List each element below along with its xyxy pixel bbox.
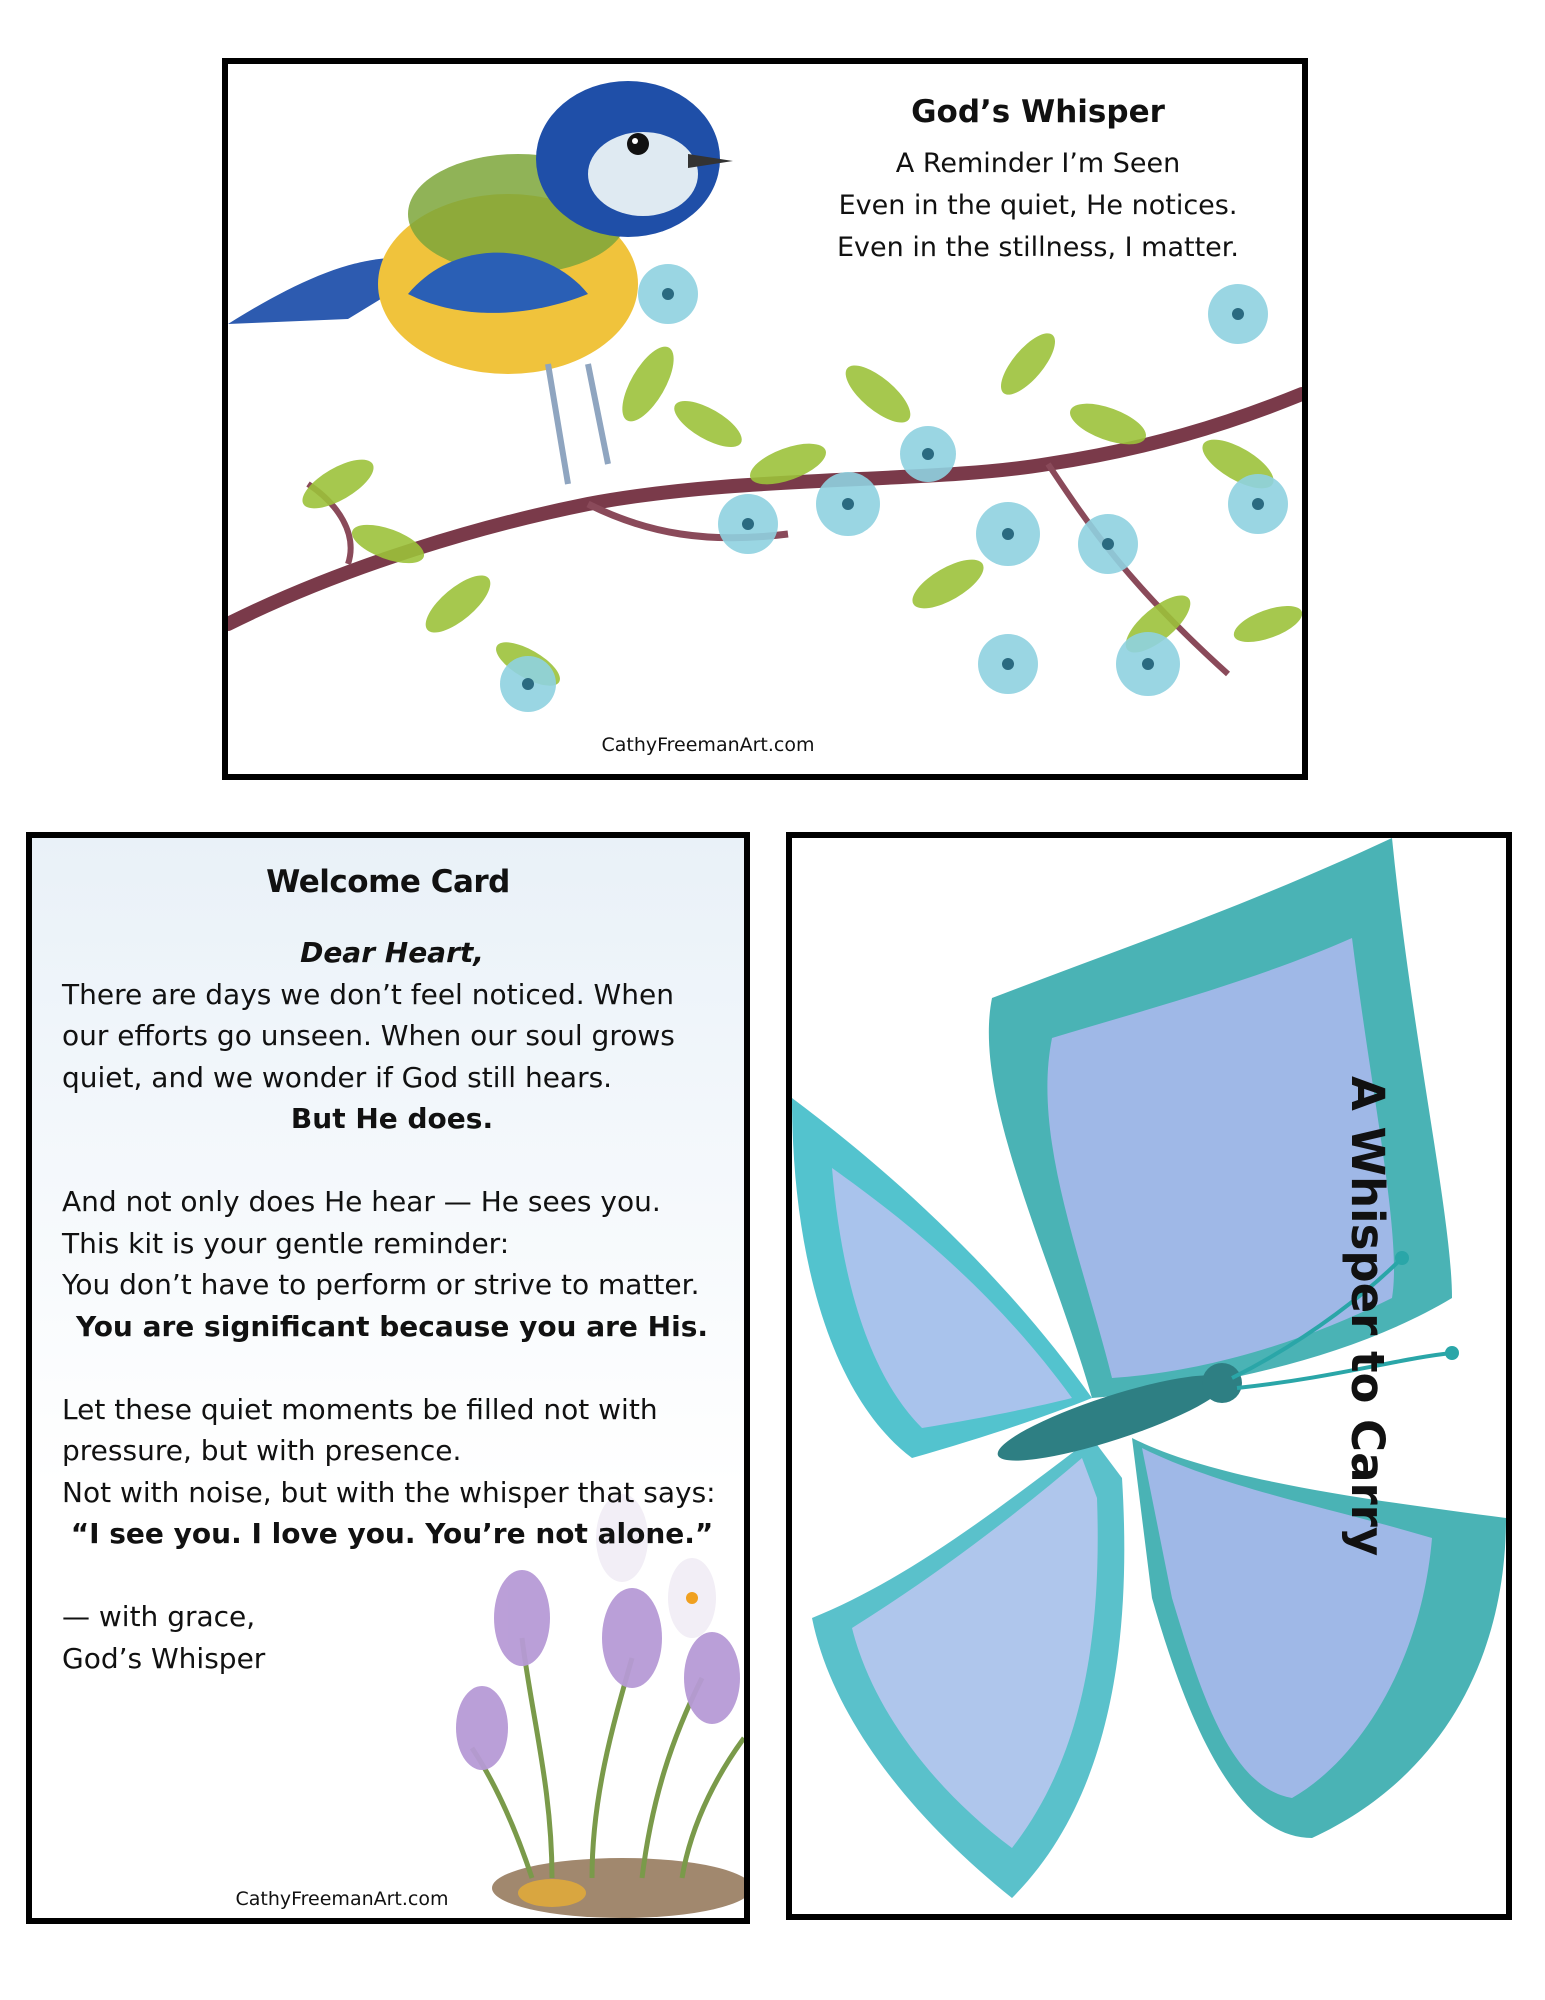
butterfly-card [786,832,1512,1920]
paragraph-line: You don’t have to perform or strive to matter. [62,1268,700,1301]
bird-card [222,58,1308,780]
card-title: Welcome Card [266,864,510,900]
emphasis-line: You are significant because you are His. [75,1309,709,1343]
signature-line: — with grace, [62,1600,256,1633]
website-credit: CathyFreemanArt.com [601,734,815,756]
website-credit: CathyFreemanArt.com [235,1888,449,1910]
paragraph-line: Not with noise, but with the whisper that says: [62,1475,716,1509]
paragraph-line: Let these quiet moments be filled not with pressure, but with presence. [62,1392,658,1467]
emphasis-line: But He does. [290,1102,494,1135]
quote-line: “I see you. I love you. You’re not alone.” [70,1517,714,1550]
card-title: God’s Whisper [911,94,1165,130]
paragraph-line: And not only does He hear — He sees you. [62,1185,661,1218]
vertical-title: A Whisper to Carry [1341,1076,1394,1557]
welcome-card [26,832,750,1924]
butterfly-illustration [792,838,1506,1914]
subtitle-line: A Reminder I’m Seen [895,148,1181,179]
verse-line: Even in the stillness, I matter. [837,232,1239,263]
verse-line: Even in the quiet, He notices. [838,190,1238,221]
paragraph: There are days we don’t feel noticed. When our efforts go unseen. When our soul grows quiet, and we wonder if God still hears. [62,977,675,1094]
greeting: Dear Heart, [300,936,484,969]
signature-name: God’s Whisper [62,1641,266,1675]
paragraph-line: This kit is your gentle reminder: [62,1226,510,1260]
